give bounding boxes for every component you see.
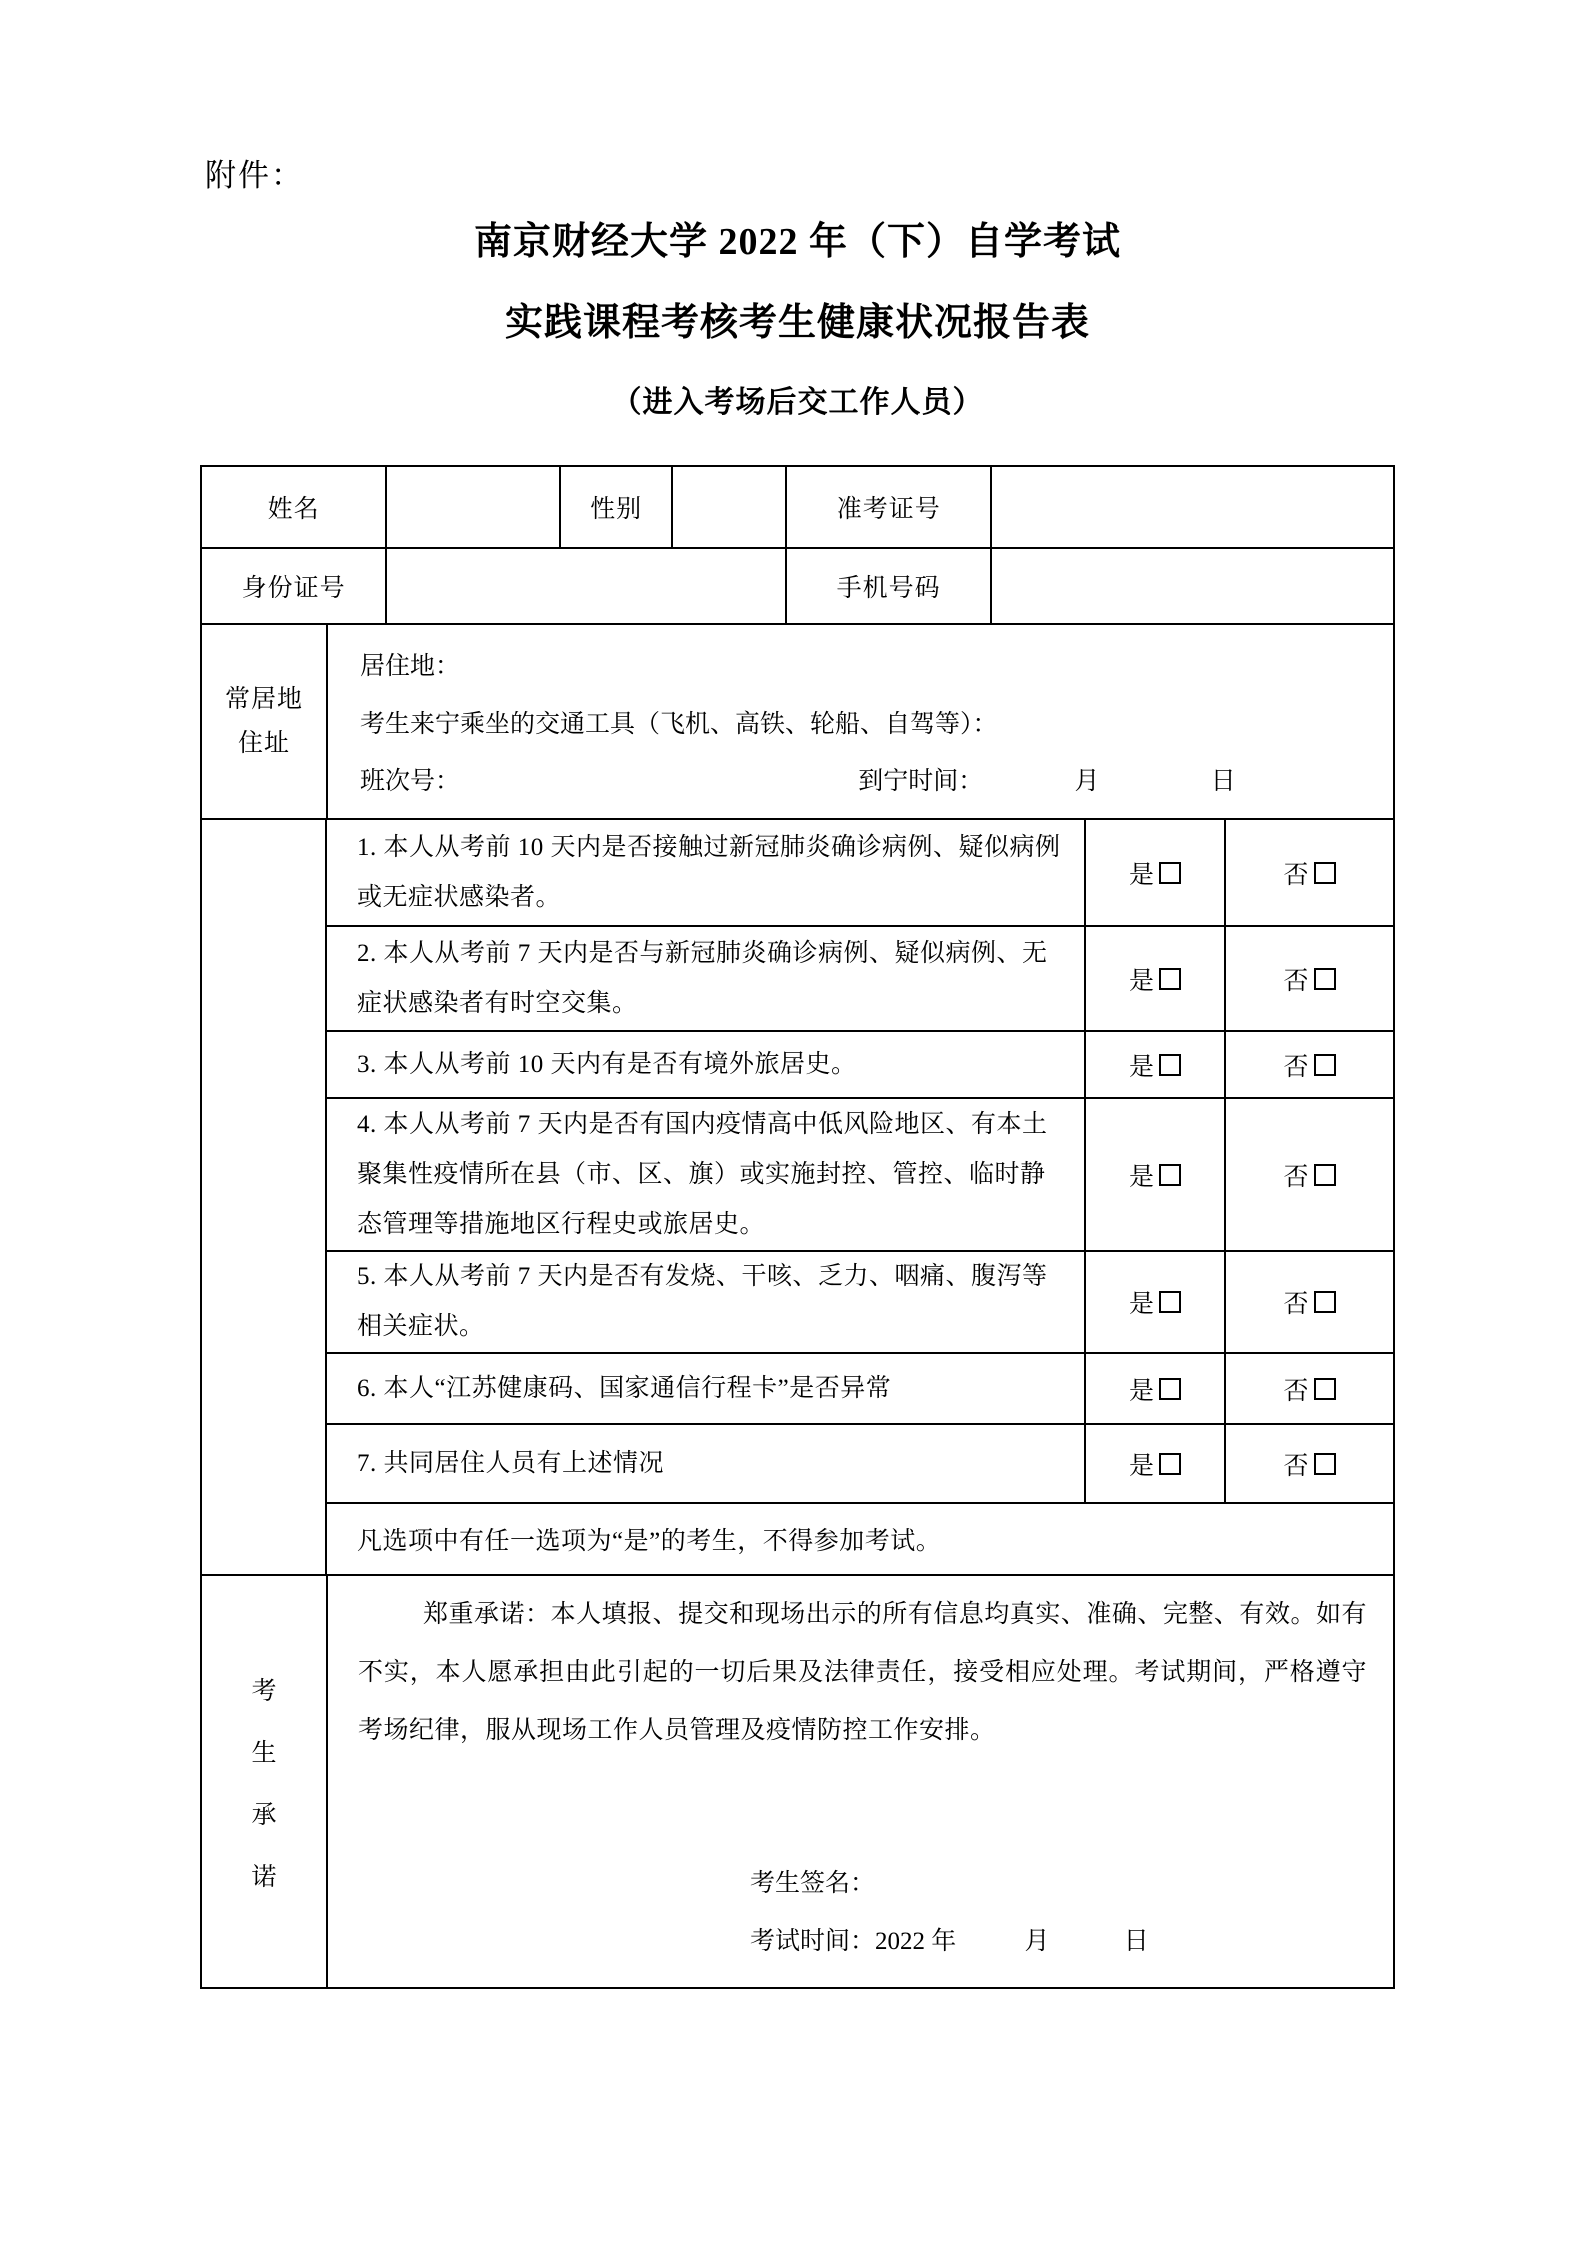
residence-address-line[interactable]: 居住地： [360, 653, 461, 681]
yes-checkbox[interactable] [1159, 1054, 1181, 1076]
yes-checkbox[interactable] [1159, 862, 1181, 884]
question-row-2 [327, 927, 1393, 1032]
yes-checkbox[interactable] [1159, 1291, 1181, 1313]
id-number-label: 身份证号 [202, 549, 387, 623]
id-number-field[interactable] [387, 549, 787, 623]
exam-month-label: 月 [1024, 1928, 1050, 1955]
question-row-6 [327, 1354, 1393, 1425]
commitment-label-char: 承 [251, 1801, 277, 1829]
attachment-label: 附件： [205, 158, 304, 193]
commitment-label [202, 1576, 328, 1987]
question-4-yes-option [1086, 1099, 1226, 1250]
ticket-number-field[interactable] [992, 467, 1393, 547]
question-row-7 [327, 1425, 1393, 1504]
phone-field[interactable] [992, 549, 1393, 623]
signature-label[interactable]: 考生签名： [750, 1870, 876, 1897]
yes-checkbox[interactable] [1159, 1164, 1181, 1186]
signature-block [358, 1855, 1367, 1971]
exam-time-label[interactable]: 考试时间：2022 年 [750, 1928, 957, 1955]
yes-label: 是 [1128, 967, 1154, 995]
question-section [202, 820, 1393, 1576]
yes-label: 是 [1128, 1291, 1154, 1318]
no-checkbox[interactable] [1314, 968, 1336, 990]
yes-label: 是 [1128, 1053, 1154, 1081]
health-report-table [200, 465, 1395, 1989]
question-row-1 [327, 820, 1393, 927]
question-6-no-option [1226, 1354, 1393, 1423]
commitment-label-char: 诺 [251, 1863, 277, 1891]
question-7-yes-option [1086, 1425, 1226, 1502]
phone-label: 手机号码 [787, 549, 992, 623]
question-row-5 [327, 1252, 1393, 1354]
question-6-yes-option [1086, 1354, 1226, 1423]
arrival-day-label: 日 [1210, 767, 1236, 795]
transport-line[interactable]: 考生来宁乘坐的交通工具（飞机、高铁、轮船、自驾等）： [360, 710, 998, 738]
residence-label-line1: 常居地 [224, 685, 303, 713]
name-field[interactable] [387, 467, 560, 547]
arrival-time-label[interactable]: 到宁时间： [858, 767, 984, 795]
question-text-6: 6. 本人“江苏健康码、国家通信行程卡”是否异常 [327, 1354, 1086, 1423]
no-label: 否 [1283, 1452, 1309, 1480]
name-label: 姓名 [202, 467, 387, 547]
table-row-residence [202, 625, 1393, 820]
no-checkbox[interactable] [1314, 1164, 1336, 1186]
question-3-yes-option [1086, 1032, 1226, 1097]
title-block [200, 218, 1395, 421]
question-2-yes-option [1086, 927, 1226, 1030]
question-text-1: 1. 本人从考前 10 天内是否接触过新冠肺炎确诊病例、疑似病例或无症状感染者。 [327, 820, 1086, 925]
commitment-paragraph: 郑重承诺：本人填报、提交和现场出示的所有信息均真实、准确、完整、有效。如有不实，本人愿承担由此引起的一切后果及法律责任，接受相应处理。考试期间，严格遵守考场纪律，服从现场工作人员管理及疫情防控工作安排。 [358, 1601, 1367, 1744]
no-checkbox[interactable] [1314, 1291, 1336, 1313]
question-1-no-option [1226, 820, 1393, 925]
gender-field[interactable] [673, 467, 787, 547]
question-text-5: 5. 本人从考前 7 天内是否有发烧、干咳、乏力、咽痛、腹泻等相关症状。 [327, 1252, 1086, 1352]
no-checkbox[interactable] [1314, 862, 1336, 884]
commitment-label-char: 考 [251, 1677, 277, 1705]
residence-label [202, 625, 328, 818]
question-5-yes-option [1086, 1252, 1226, 1352]
residence-label-line2: 住址 [237, 729, 290, 757]
no-checkbox[interactable] [1314, 1378, 1336, 1400]
exam-time-line [750, 1913, 1367, 1971]
commitment-row [202, 1576, 1393, 1987]
question-stack [327, 820, 1393, 1574]
question-text-3: 3. 本人从考前 10 天内有是否有境外旅居史。 [327, 1032, 1086, 1097]
question-2-no-option [1226, 927, 1393, 1030]
signature-line [750, 1855, 1367, 1913]
exam-day-label: 日 [1123, 1928, 1149, 1955]
ticket-number-label: 准考证号 [787, 467, 992, 547]
table-row-identity [202, 467, 1393, 549]
disqualification-note: 凡选项中有任一选项为“是”的考生，不得参加考试。 [357, 1528, 942, 1555]
yes-checkbox[interactable] [1159, 1378, 1181, 1400]
yes-label: 是 [1128, 861, 1154, 889]
document-title-line2: 实践课程考核考生健康状况报告表 [504, 302, 1090, 344]
no-label: 否 [1283, 1291, 1309, 1318]
no-checkbox[interactable] [1314, 1054, 1336, 1076]
arrival-month-label: 月 [1074, 767, 1100, 795]
no-label: 否 [1283, 1163, 1309, 1191]
question-section-left-spacer [202, 820, 327, 1574]
question-7-no-option [1226, 1425, 1393, 1502]
table-row-contact [202, 549, 1393, 625]
shift-number-label[interactable]: 班次号： [360, 767, 461, 795]
question-4-no-option [1226, 1099, 1393, 1250]
shift-arrival-line [360, 761, 1393, 797]
no-label: 否 [1283, 1053, 1309, 1081]
residence-content [328, 625, 1393, 818]
yes-checkbox[interactable] [1159, 968, 1181, 990]
commitment-body [328, 1576, 1393, 1987]
no-label: 否 [1283, 861, 1309, 889]
question-text-4: 4. 本人从考前 7 天内是否有国内疫情高中低风险地区、有本土聚集性疫情所在县（市、区、旗）或实施封控、管控、临时静态管理等措施地区行程史或旅居史。 [327, 1099, 1086, 1250]
question-3-no-option [1226, 1032, 1393, 1097]
question-text-7: 7. 共同居住人员有上述情况 [327, 1425, 1086, 1502]
no-checkbox[interactable] [1314, 1453, 1336, 1475]
question-row-3 [327, 1032, 1393, 1099]
gender-label: 性别 [561, 467, 674, 547]
yes-checkbox[interactable] [1159, 1453, 1181, 1475]
no-label: 否 [1283, 1377, 1309, 1405]
commitment-label-char: 生 [251, 1739, 277, 1767]
question-1-yes-option [1086, 820, 1226, 925]
question-text-2: 2. 本人从考前 7 天内是否与新冠肺炎确诊病例、疑似病例、无症状感染者有时空交集。 [327, 927, 1086, 1030]
document-subtitle: （进入考场后交工作人员） [611, 386, 984, 419]
document-title-line1: 南京财经大学 2022 年（下）自学考试 [473, 221, 1121, 263]
yes-label: 是 [1128, 1377, 1154, 1405]
no-label: 否 [1283, 967, 1309, 995]
question-5-no-option [1226, 1252, 1393, 1352]
yes-label: 是 [1128, 1452, 1154, 1480]
yes-label: 是 [1128, 1163, 1154, 1191]
question-row-4 [327, 1099, 1393, 1252]
